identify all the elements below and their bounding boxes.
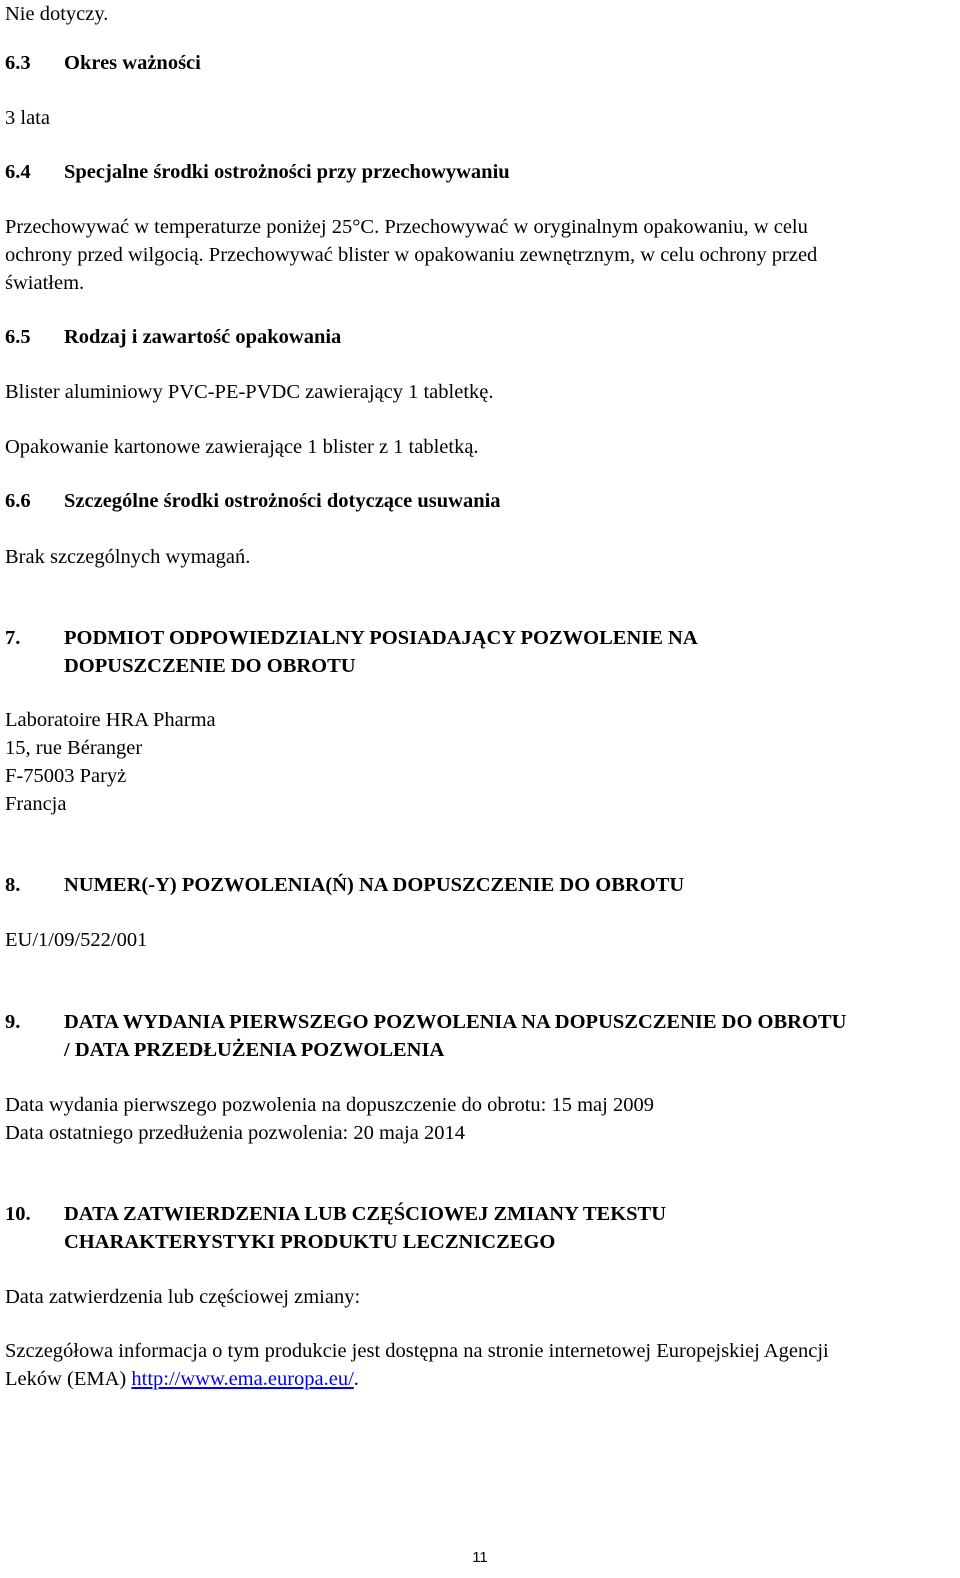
section-6-4-number: 6.4 [5,161,31,183]
address-line: Francja [5,793,67,815]
section-6-4-title: Specjalne środki ostrożności przy przechowywaniu [64,161,510,183]
section-8-title: NUMER(-Y) POZWOLENIA(Ń) NA DOPUSZCZENIE DO OBROTU [64,874,685,896]
packaging-text-blister: Blister aluminiowy PVC-PE-PVDC zawierający 1 tabletkę. [5,381,494,403]
revision-date-label: Data zatwierdzenia lub częściowej zmiany: [5,1286,361,1308]
address-line: 15, rue Béranger [5,737,143,759]
section-7-title-line: DOPUSZCZENIE DO OBROTU [64,655,356,677]
section-6-5-title: Rodzaj i zawartość opakowania [64,326,342,348]
section-7-title-line: PODMIOT ODPOWIEDZIALNY POSIADAJĄCY POZWOLENIE NA [64,627,698,649]
section-9-title-line: DATA WYDANIA PIERWSZEGO POZWOLENIA NA DOPUSZCZENIE DO OBROTU [64,1011,847,1033]
section-10-title-line: CHARAKTERYSTYKI PRODUKTU LECZNICZEGO [64,1231,556,1253]
section-6-6-number: 6.6 [5,490,31,512]
renewal-date: Data ostatniego przedłużenia pozwolenia: 20 maja 2014 [5,1122,465,1144]
storage-text-line: Przechowywać w temperaturze poniżej 25°C. Przechowywać w oryginalnym opakowaniu, w celu [5,216,808,238]
ema-info-line-2 [5,1365,359,1393]
ema-website-link[interactable]: http://www.ema.europa.eu/ [131,1368,354,1390]
address-line: F-75003 Paryż [5,765,127,787]
ema-info-line: Szczegółowa informacja o tym produkcie jest dostępna na stronie internetowej Europejskiej Agencji [5,1340,829,1362]
section-6-3-title: Okres ważności [64,52,201,74]
page-number: 11 [472,1549,488,1566]
ema-info-prefix: Leków (EMA) [5,1368,132,1390]
section-10-title-line: DATA ZATWIERDZENIA LUB CZĘŚCIOWEJ ZMIANY TEKSTU [64,1203,667,1225]
section-6-3-number: 6.3 [5,52,31,74]
section-6-3-text: 3 lata [5,107,50,129]
section-6-6-title: Szczególne środki ostrożności dotyczące usuwania [64,490,501,512]
section-6-5-number: 6.5 [5,326,31,348]
section-9-title-line: / DATA PRZEDŁUŻENIA POZWOLENIA [64,1039,445,1061]
intro-text: Nie dotyczy. [5,3,109,25]
packaging-text-carton: Opakowanie kartonowe zawierające 1 blister z 1 tabletką. [5,436,479,458]
storage-text-line: ochrony przed wilgocią. Przechowywać blister w opakowaniu zewnętrznym, w celu ochrony przed [5,244,818,266]
authorisation-number: EU/1/09/522/001 [5,929,148,951]
section-10-number: 10. [5,1203,31,1225]
first-authorisation-date: Data wydania pierwszego pozwolenia na dopuszczenie do obrotu: 15 maj 2009 [5,1094,654,1116]
section-8-number: 8. [5,874,21,896]
disposal-text: Brak szczególnych wymagań. [5,546,251,568]
storage-text-line: światłem. [5,272,85,294]
address-line: Laboratoire HRA Pharma [5,709,216,731]
ema-info-suffix: . [353,1368,359,1390]
section-9-number: 9. [5,1011,21,1033]
section-7-number: 7. [5,627,21,649]
